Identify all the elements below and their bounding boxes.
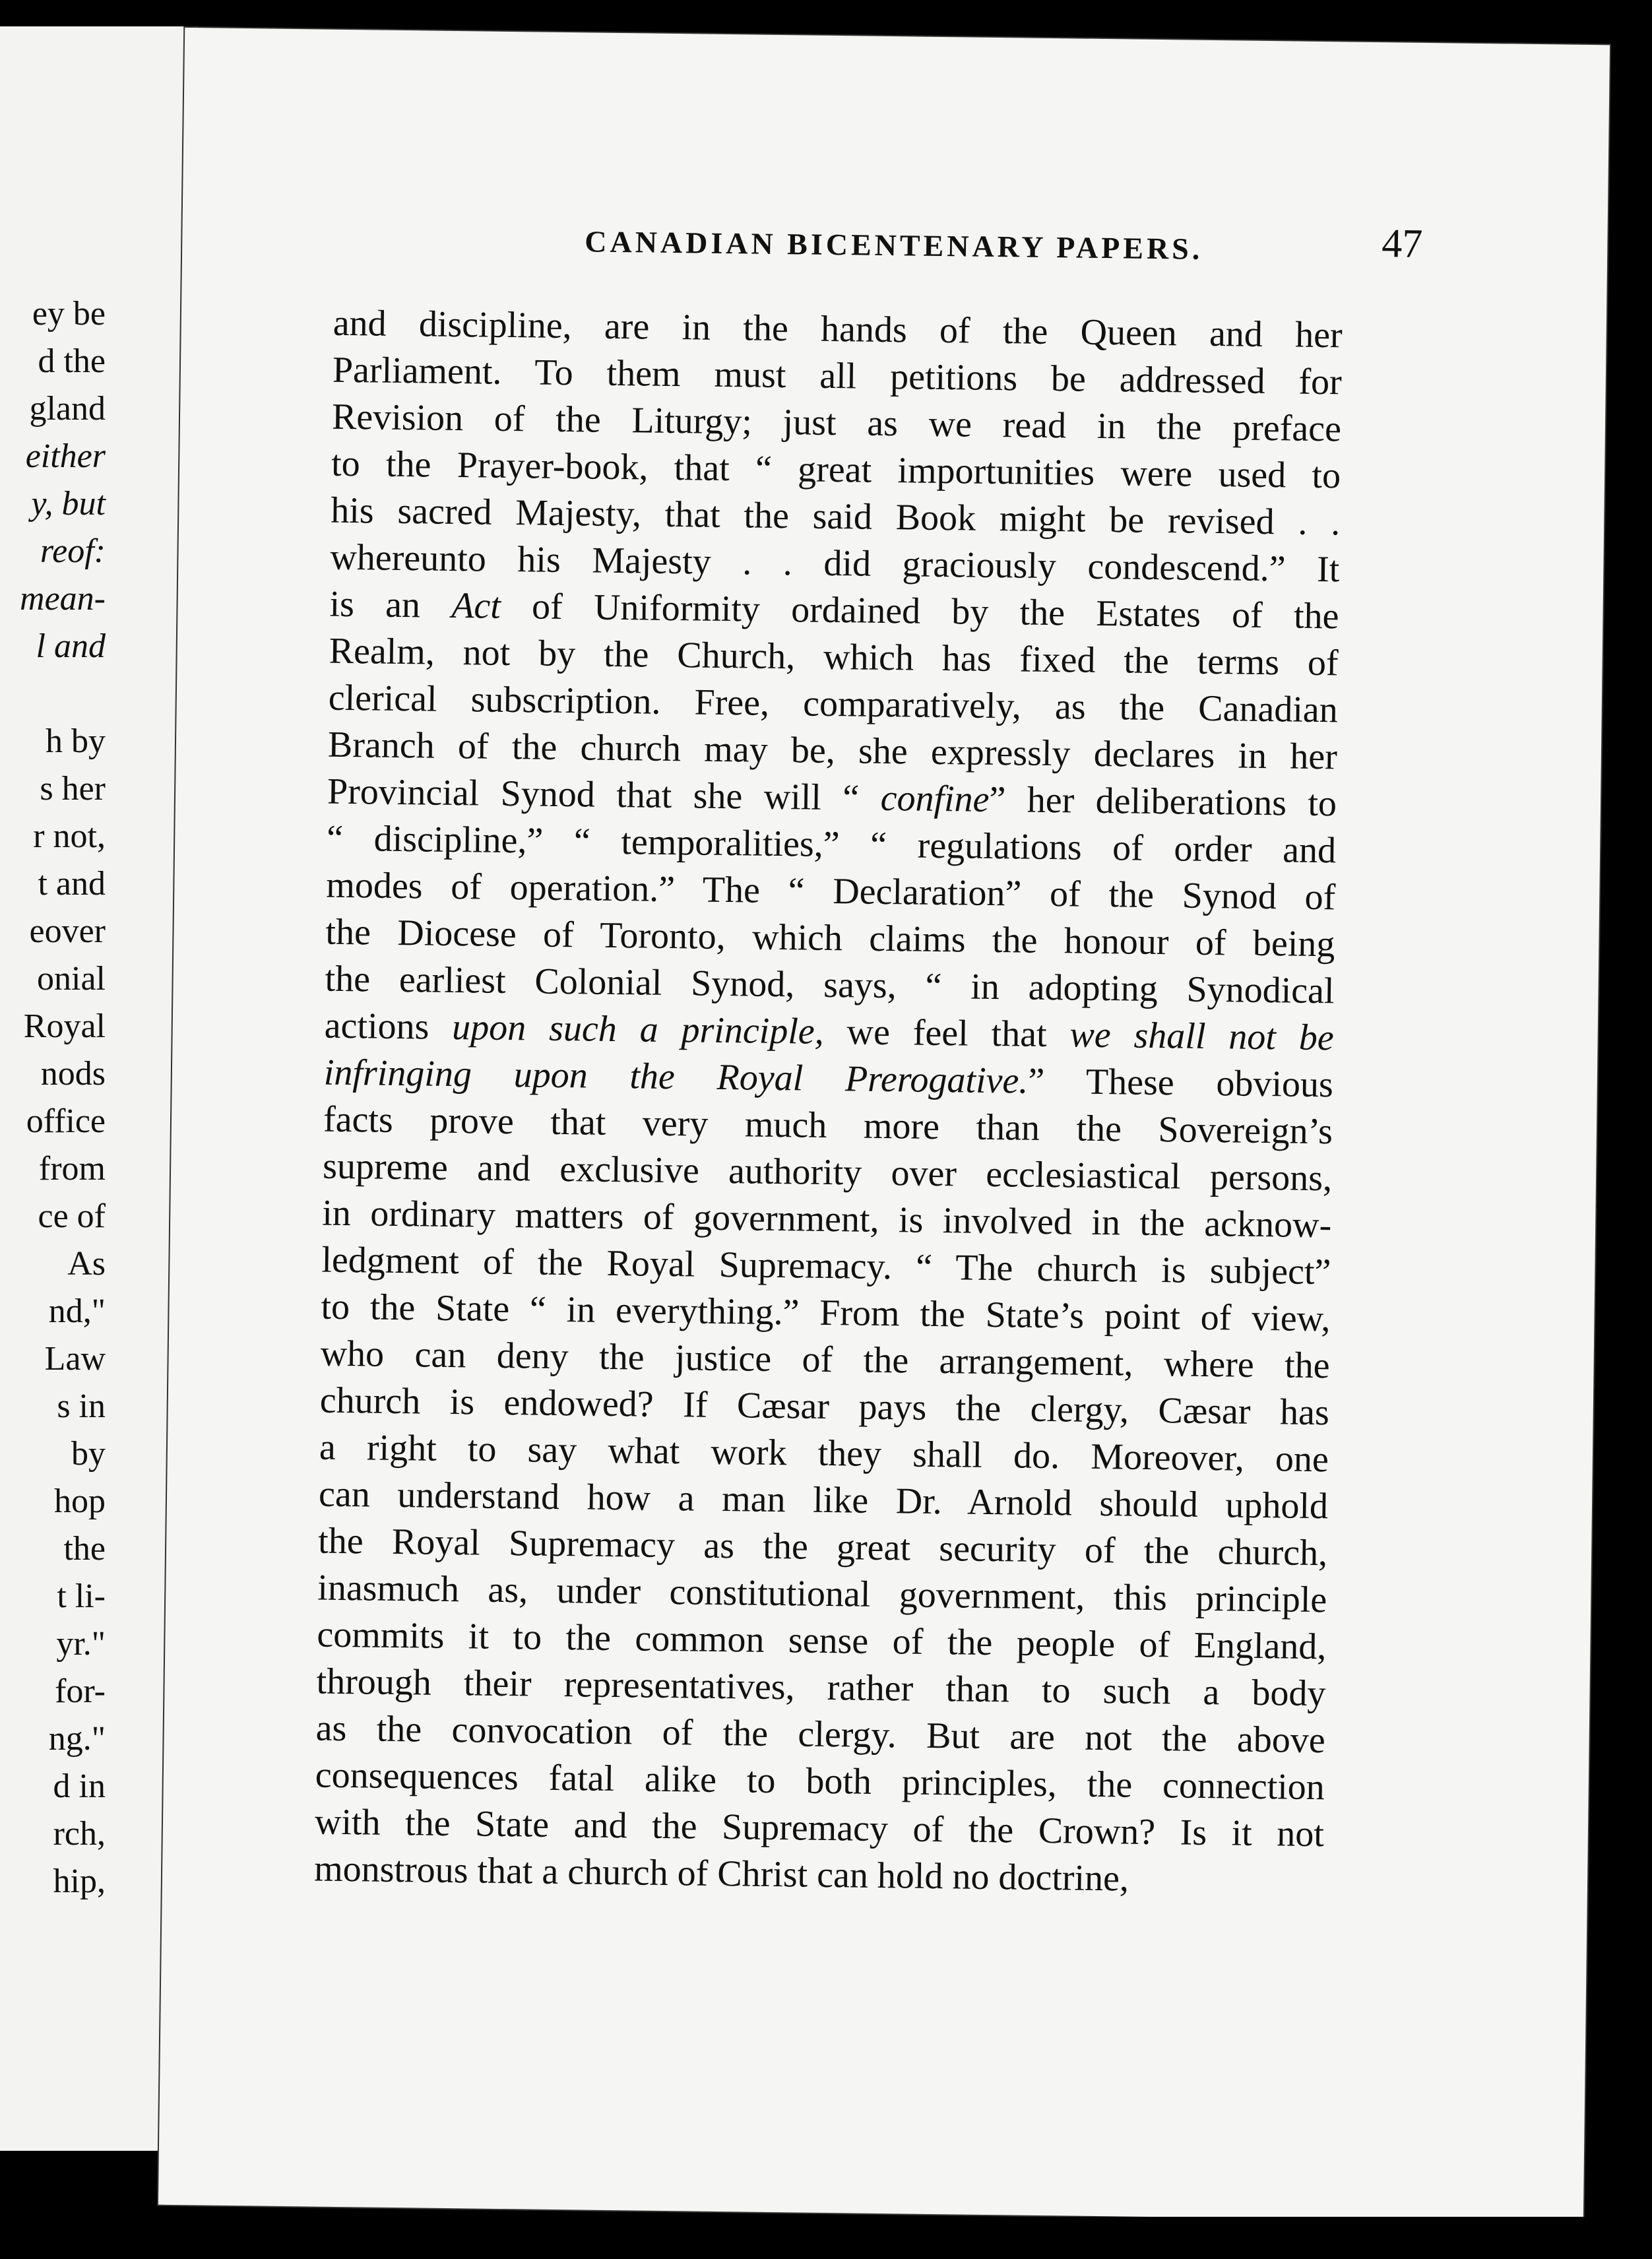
text-segment: modes of operation.” The “ Declaration” of the Synod of (325, 864, 1336, 918)
previous-page-line: either (25, 437, 106, 475)
previous-page-line: Royal (23, 1007, 106, 1045)
running-head: CANADIAN BICENTENARY PAPERS. (585, 224, 1203, 266)
previous-page-line: nods (40, 1055, 106, 1093)
previous-page-line: reof: (40, 532, 106, 570)
text-segment: supreme and exclusive authority over ecclesiastical persons, (322, 1145, 1333, 1199)
previous-page-line: for- (55, 1672, 106, 1710)
previous-page-line: t and (38, 865, 106, 903)
text-segment: who can deny the justice of the arrangement, where the (320, 1333, 1330, 1387)
previous-page-line: nd," (48, 1292, 106, 1330)
previous-page-line: h by (46, 722, 106, 760)
previous-page-line: l and (36, 627, 106, 665)
previous-page-line: from (38, 1150, 106, 1188)
page-number: 47 (1381, 221, 1423, 267)
previous-page-line: eover (29, 912, 106, 950)
previous-page-line: rch, (53, 1815, 106, 1853)
text-segment: we feel that (823, 1011, 1070, 1056)
italic-text: Act (451, 585, 501, 627)
italic-text: upon such a principle, (451, 1006, 825, 1052)
italic-text: we shall not be (1069, 1014, 1335, 1059)
previous-page-line: y, but (31, 485, 106, 523)
text-segment: Realm, not by the Church, which has fixed the terms of (329, 630, 1339, 684)
scan-bottom-border (0, 2217, 1652, 2259)
text-segment: Parliament. To them must all petitions be addressed for (332, 349, 1343, 403)
italic-text: confine (880, 777, 990, 820)
text-segment: ” her deliberations to (989, 779, 1337, 825)
italic-text: infringing upon the Royal Prerogative. (323, 1052, 1029, 1102)
text-segment: inasmuch as, under constitutional government, this principle (317, 1567, 1327, 1621)
text-segment: to the Prayer-book, that “ great importunities were used to (331, 443, 1341, 497)
text-segment: of Uniformity ordained by the Estates of the (500, 585, 1339, 637)
previous-page-line: gland (29, 390, 106, 428)
previous-page-line: onial (37, 960, 106, 998)
text-segment: is an (329, 583, 452, 626)
text-segment: the earliest Colonial Synod, says, “ in adopting Synodical (325, 958, 1335, 1012)
text-segment: commits it to the common sense of the people of England, (317, 1614, 1327, 1668)
text-segment: with the State and the Supremacy of the Crown? Is it not (314, 1801, 1325, 1855)
previous-page-line: hip, (53, 1862, 106, 1900)
text-segment: as the convocation of the clergy. But are not the above (315, 1707, 1326, 1762)
previous-page-line: t li- (57, 1577, 106, 1615)
previous-page-line: Law (44, 1340, 106, 1378)
previous-page-line: hop (54, 1482, 106, 1520)
text-segment: monstrous that a church of Christ can hold no doctrine, (313, 1848, 1129, 1899)
text-segment: the Diocese of Toronto, which claims the honour of being (325, 911, 1335, 965)
previous-page-line: d the (38, 342, 106, 380)
previous-page-line: s in (57, 1387, 106, 1425)
body-text (314, 300, 1343, 1905)
text-segment: can understand how a man like Dr. Arnold should uphold (318, 1473, 1329, 1527)
page-header (301, 201, 1515, 281)
previous-page-line: s her (40, 770, 106, 808)
text-segment: Revision of the Liturgy; just as we read in the preface (331, 396, 1342, 450)
text-segment: his sacred Majesty, that the said Book might be revised . . (330, 490, 1341, 544)
text-segment: facts prove that very much more than the Sovereign’s (323, 1098, 1333, 1153)
text-segment: and discipline, are in the hands of the Queen and her (333, 302, 1343, 356)
text-segment: in ordinary matters of government, is involved in the acknow- (321, 1192, 1332, 1246)
previous-page-line (0, 670, 198, 718)
previous-page-line: r not, (33, 817, 106, 855)
text-segment: through their representatives, rather than to such a body (316, 1661, 1326, 1715)
text-segment: consequences fatal alike to both principles, the connection (315, 1754, 1325, 1808)
text-segment: a right to say what work they shall do. Moreover, one (319, 1426, 1329, 1480)
previous-page-line: mean- (20, 580, 106, 618)
previous-page-line: ce of (38, 1197, 106, 1235)
text-segment: ledgment of the Royal Supremacy. “ The church is subject” (321, 1239, 1331, 1293)
text-segment: clerical subscription. Free, comparatively, as the Canadian (328, 677, 1339, 731)
text-segment: ” These obvious (1027, 1060, 1334, 1106)
text-segment: “ discipline,” “ temporalities,” “ regulations of order and (326, 817, 1337, 872)
text-segment: church is endowed? If Cæsar pays the clergy, Cæsar has (319, 1380, 1330, 1434)
text-segment: actions (324, 1005, 453, 1048)
book-page (158, 28, 1610, 2222)
previous-page-line: d in (53, 1767, 106, 1805)
previous-page-line: As (67, 1245, 106, 1283)
previous-page-line: ey be (32, 295, 106, 333)
previous-page-line: the (63, 1530, 106, 1568)
text-segment: the Royal Supremacy as the great security of the church, (317, 1520, 1328, 1574)
previous-page-line: office (26, 1102, 106, 1140)
text-segment: Provincial Synod that she will “ (327, 771, 881, 819)
text-segment: Branch of the church may be, she expressly declares in her (327, 724, 1338, 778)
text-segment: whereunto his Majesty . . did graciously condescend.” It (330, 536, 1340, 590)
previous-page-line: ng." (48, 1720, 106, 1758)
previous-page-line: by (71, 1435, 106, 1473)
text-segment: to the State “ in everything.” From the State’s point of view, (321, 1286, 1331, 1340)
previous-page-line: yr." (56, 1625, 106, 1663)
